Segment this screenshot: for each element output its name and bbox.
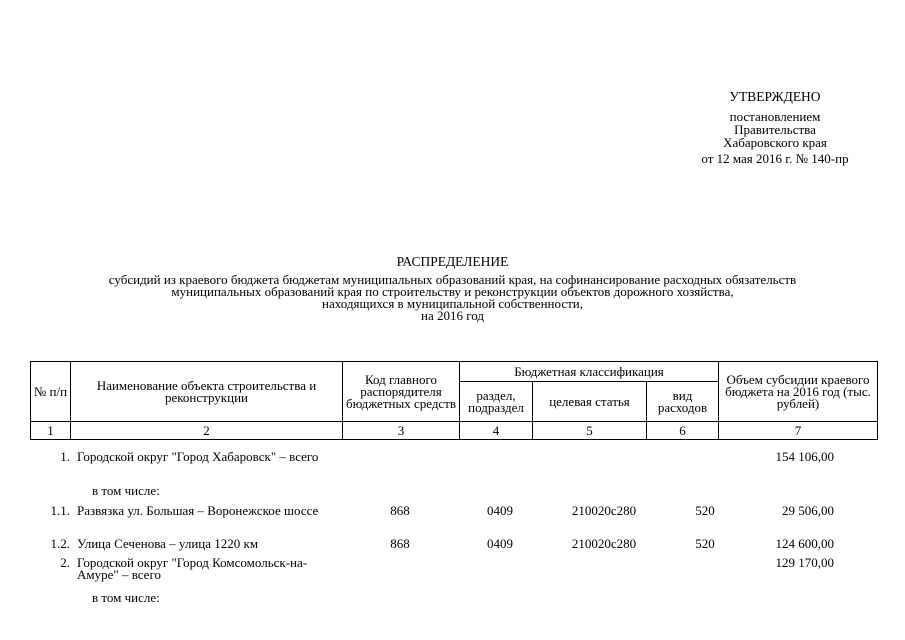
title-line-2: муниципальных образований края по строительству и реконструкции объектов дорожного хозяйства,: [171, 284, 734, 299]
row-name: в том числе:: [92, 590, 160, 605]
title-line-3: находящихся в муниципальной собственности,: [322, 296, 583, 311]
header-name: Наименование объекта строительства и реконструкции: [71, 362, 343, 422]
header-num: № п/п: [31, 362, 71, 422]
header-volume: Объем субсидии краевого бюджета на 2016 год (тыс. рублей): [719, 362, 878, 422]
table-header: [30, 361, 878, 440]
row-name: Городской округ "Город Комсомольск-на-Амуре" – всего: [77, 555, 308, 582]
header-section: раздел, подраздел: [460, 382, 533, 422]
row-name: Развязка ул. Большая – Воронежское шоссе: [77, 503, 319, 518]
row-num: 1.2.: [50, 536, 70, 551]
title-line-4: на 2016 год: [421, 308, 484, 323]
approval-stamp: [660, 90, 890, 165]
approval-line-2: Правительства: [734, 122, 816, 137]
row-section: 0409: [487, 503, 513, 518]
header-target: целевая статья: [533, 382, 647, 422]
row-target: 210020с280: [571, 503, 637, 518]
row-kind: 520: [695, 536, 715, 551]
col-number: 2: [71, 422, 343, 440]
col-number: 7: [719, 422, 878, 440]
col-number: 4: [460, 422, 533, 440]
row-num: 2.: [60, 555, 70, 570]
row-code: 868: [390, 536, 410, 551]
approval-line-3: Хабаровского края: [723, 135, 827, 150]
document-title: [30, 256, 875, 322]
header-kind: вид расходов: [647, 382, 719, 422]
col-number: 5: [533, 422, 647, 440]
row-section: 0409: [487, 536, 513, 551]
row-kind: 520: [695, 503, 715, 518]
row-sum: 154 106,00: [775, 449, 834, 464]
col-number: 1: [31, 422, 71, 440]
row-sum: 29 506,00: [782, 503, 834, 518]
col-number: 3: [343, 422, 460, 440]
row-name: Городской округ "Город Хабаровск" – всего: [77, 449, 319, 464]
header-budget: Бюджетная классификация: [460, 362, 719, 382]
title-line-1: субсидий из краевого бюджета бюджетам муниципальных образований края, на софинансирование расходных обязательств: [108, 272, 797, 287]
header-code: Код главного распорядителя бюджетных средств: [343, 362, 460, 422]
row-sum: 129 170,00: [775, 555, 834, 570]
row-code: 868: [390, 503, 410, 518]
approval-date: от 12 мая 2016 г. № 140-пр: [701, 151, 849, 166]
row-sum: 124 600,00: [775, 536, 834, 551]
row-name: Улица Сеченова – улица 1220 км: [77, 536, 259, 551]
row-target: 210020с280: [571, 536, 637, 551]
row-name: в том числе:: [92, 483, 160, 498]
row-num: 1.1.: [50, 503, 70, 518]
title-main: РАСПРЕДЕЛЕНИЕ: [396, 254, 509, 269]
col-number: 6: [647, 422, 719, 440]
approval-line-1: постановлением: [729, 109, 821, 124]
row-num: 1.: [60, 449, 70, 464]
approval-heading: УТВЕРЖДЕНО: [729, 89, 821, 104]
